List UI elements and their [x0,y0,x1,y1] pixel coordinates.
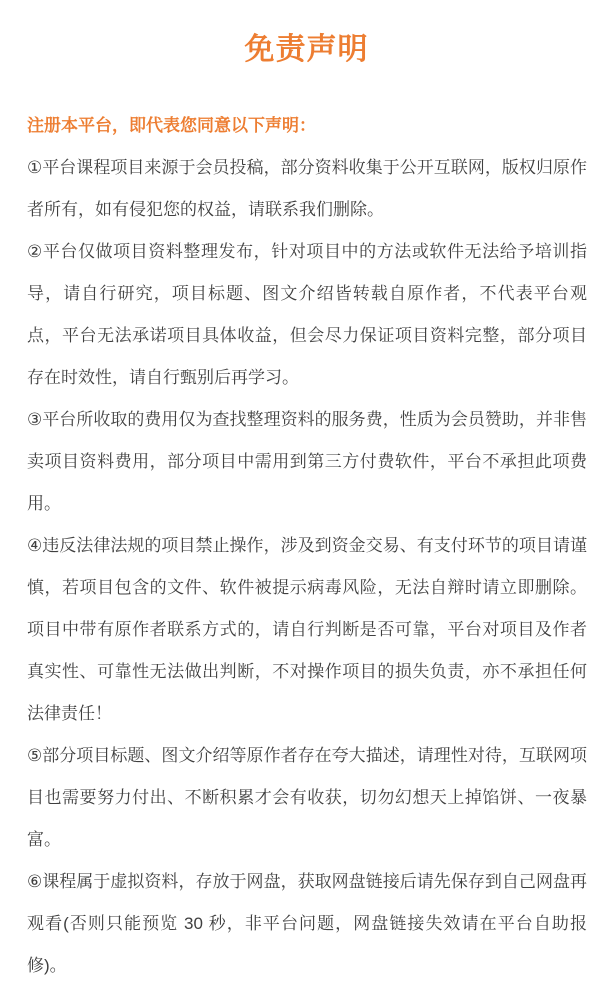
page-title: 免责声明 [244,33,369,66]
disclaimer-item-6: ⑥课程属于虚拟资料，存放于网盘，获取网盘链接后请先保存到自己网盘再观看(否则只能预览 30 秒，非平台问题，网盘链接失效请在平台自助报修)。 [27,872,587,975]
disclaimer-document-page [0,30,613,975]
disclaimer-item-2: ②平台仅做项目资料整理发布，针对项目中的方法或软件无法给予培训指导，请自行研究，项目标题、图文介绍皆转载自原作者，不代表平台观点，平台无法承诺项目具体收益，但会尽力保证项目资料完整，部分项目存在时效性，请自行甄别后再学习。 [27,242,587,387]
disclaimer-item-3: ③平台所收取的费用仅为查找整理资料的服务费，性质为会员赞助，并非售卖项目资料费用，部分项目中需用到第三方付费软件，平台不承担此项费用。 [27,410,587,513]
disclaimer-item-4: ④违反法律法规的项目禁止操作，涉及到资金交易、有支付环节的项目请谨慎，若项目包含的文件、软件被提示病毒风险，无法自辩时请立即删除。项目中带有原作者联系方式的，请自行判断是否可靠，平台对项目及作者真实性、可靠性无法做出判断，不对操作项目的损失负责，亦不承担任何法律责任！ [27,536,587,723]
intro-statement: 注册本平台，即代表您同意以下声明： [27,116,316,135]
disclaimer-item-5: ⑤部分项目标题、图文介绍等原作者存在夸大描述，请理性对待，互联网项目也需要努力付出、不断积累才会有收获，切勿幻想天上掉馅饼、一夜暴富。 [27,746,587,849]
disclaimer-item-1: ①平台课程项目来源于会员投稿，部分资料收集于公开互联网，版权归原作者所有，如有侵犯您的权益，请联系我们删除。 [27,158,587,219]
disclaimer-content [0,105,613,987]
